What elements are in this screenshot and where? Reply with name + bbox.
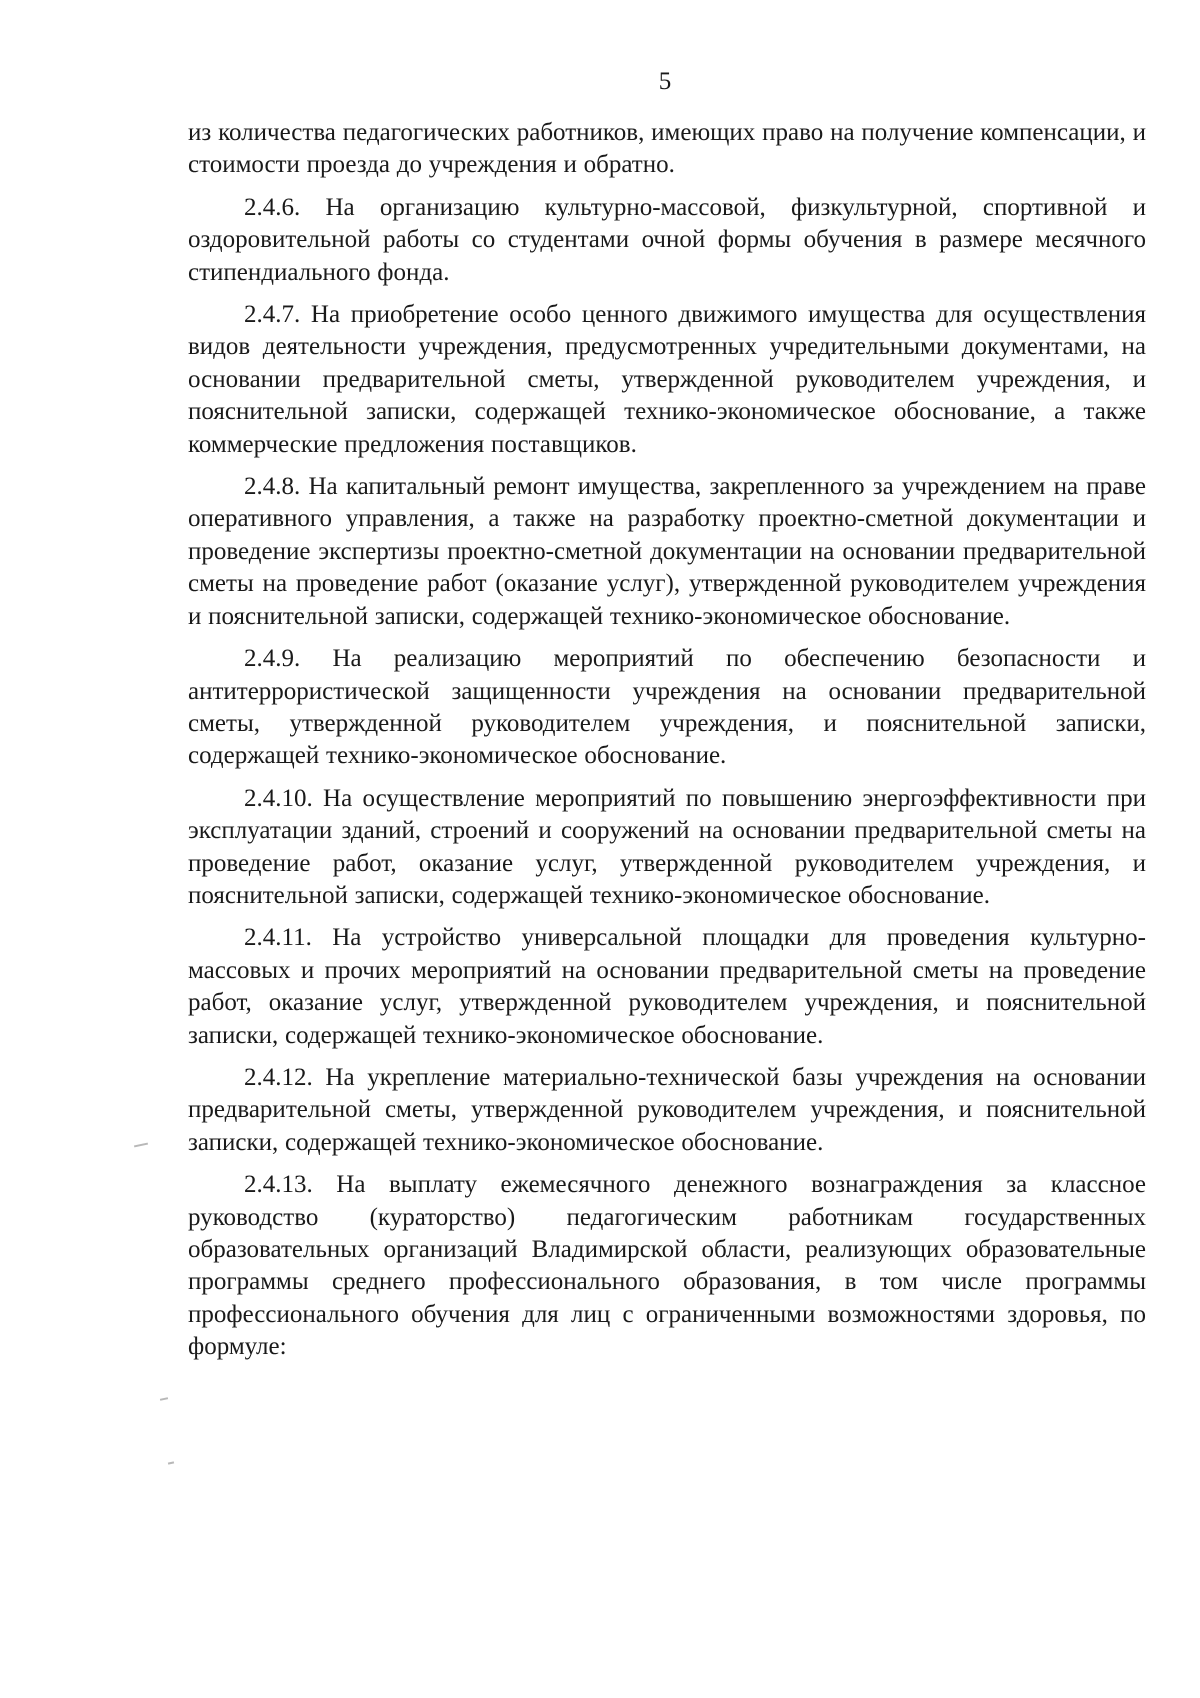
paragraph-2-4-10: 2.4.10. На осуществление мероприятий по повышению энергоэффективности при эксплуатации зданий, строений и сооружений на основании предварительной сметы на проведение работ, оказание услуг, утвержденной руководителем учреждения, и пояснительной записки, содержащей технико-экономическое обоснование. <box>188 784 1146 909</box>
paragraph-2-4-9: 2.4.9. На реализацию мероприятий по обеспечению безопасности и антитеррористической защищенности учреждения на основании предварительной сметы, утвержденной руководителем учреждения, и пояснительной записки, содержащей технико-экономическое обоснование. <box>188 645 1146 770</box>
scan-artifact-mark <box>168 1461 174 1464</box>
scan-artifact-mark <box>160 1397 168 1401</box>
paragraph-continuation: из количества педагогических работников, имеющих право на получение компенсации, и стоимости проезда до учреждения и обратно. <box>188 119 1146 179</box>
paragraph-2-4-12: 2.4.12. На укрепление материально-технической базы учреждения на основании предварительной сметы, утвержденной руководителем учреждения, и пояснительной записки, содержащей технико-экономическое обоснование. <box>188 1063 1146 1156</box>
paragraph-2-4-7: 2.4.7. На приобретение особо ценного движимого имущества для осуществления видов деятельности учреждения, предусмотренных учредительными документами, на основании предварительной сметы, утвержденной руководителем учреждения, и пояснительной записки, содержащей технико-экономическое обоснование, а также коммерческие предложения поставщиков. <box>188 301 1146 458</box>
page-number: 5 <box>658 68 672 95</box>
document-body <box>188 117 1146 1374</box>
paragraph-2-4-13: 2.4.13. На выплату ежемесячного денежного вознаграждения за классное руководство (кураторство) педагогическим работникам государственных образовательных организаций Владимирской области, реализующих образовательные программы среднего профессионального образования, в том числе программы профессионального обучения для лиц с ограниченными возможностями здоровья, по формуле: <box>188 1171 1146 1361</box>
paragraph-2-4-6: 2.4.6. На организацию культурно-массовой, физкультурной, спортивной и оздоровительной работы со студентами очной формы обучения в размере месячного стипендиального фонда. <box>188 193 1146 286</box>
paragraph-2-4-11: 2.4.11. На устройство универсальной площадки для проведения культурно-массовых и прочих мероприятий на основании предварительной сметы на проведение работ, оказание услуг, утвержденной руководителем учреждения, и пояснительной записки, содержащей технико-экономическое обоснование. <box>188 924 1146 1049</box>
scan-artifact-mark <box>134 1143 148 1148</box>
paragraph-2-4-8: 2.4.8. На капитальный ремонт имущества, закрепленного за учреждением на праве оперативного управления, а также на разработку проектно-сметной документации и проведение экспертизы проектно-сметной документации на основании предварительной сметы на проведение работ (оказание услуг), утвержденной руководителем учреждения и пояснительной записки, содержащей технико-экономическое обоснование. <box>188 473 1146 630</box>
